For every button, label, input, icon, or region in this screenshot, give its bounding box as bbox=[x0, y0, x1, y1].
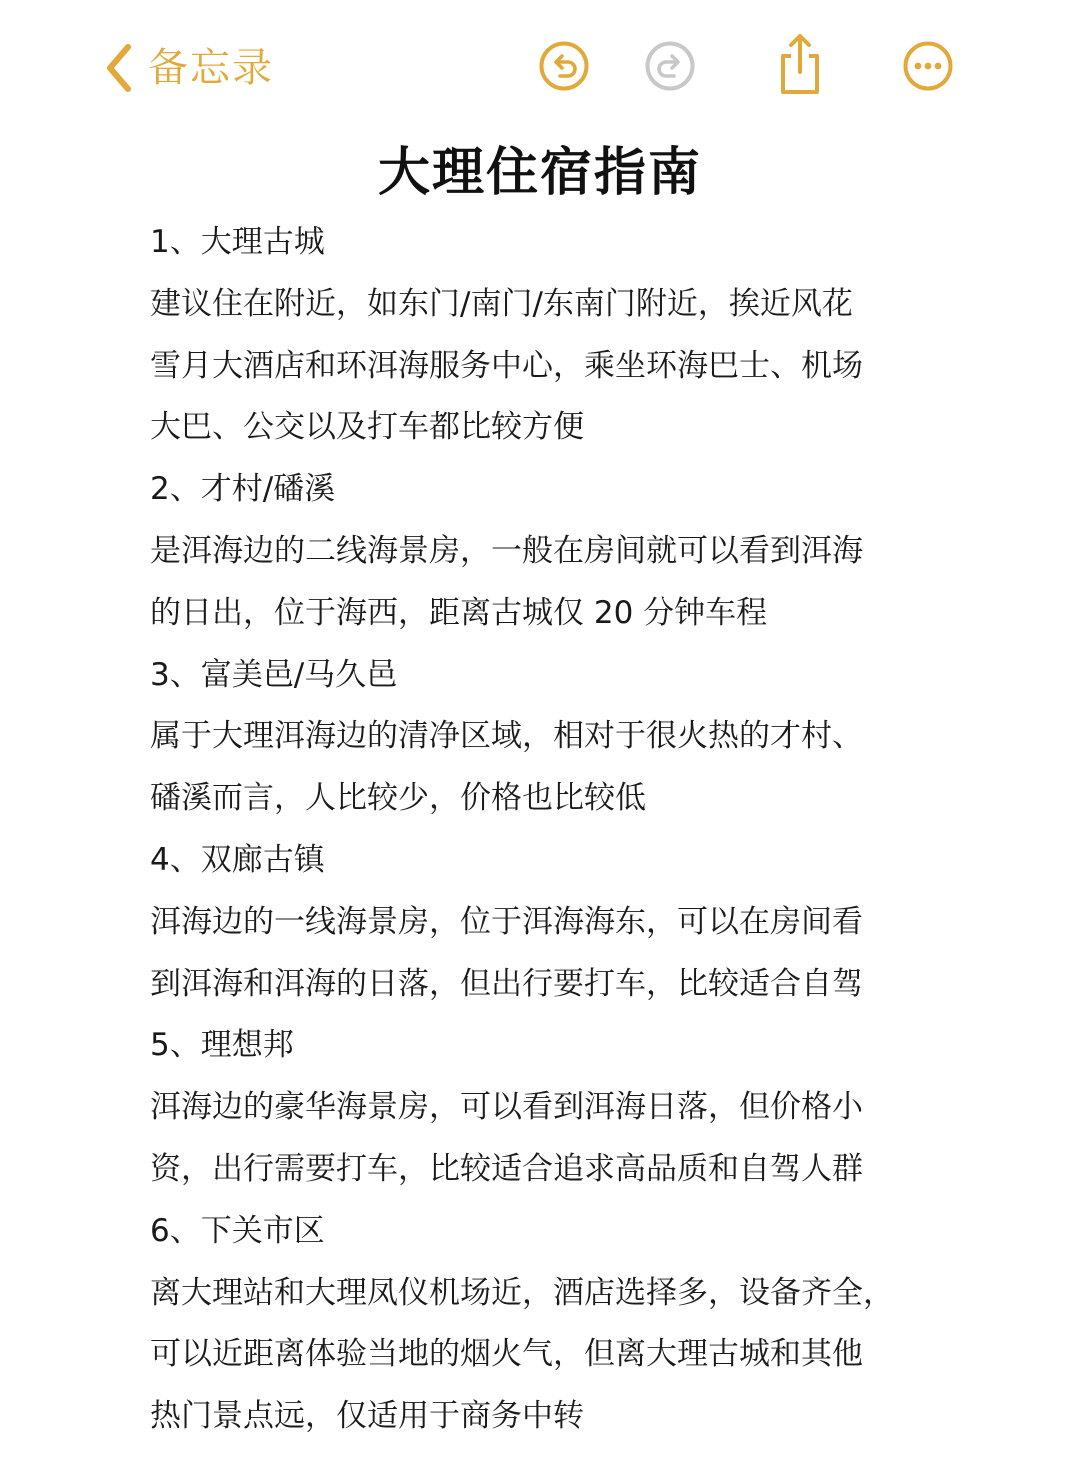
body-line: 是洱海边的二线海景房，一般在房间就可以看到洱海 bbox=[150, 532, 863, 569]
body-line: 建议住在附近，如东门/南门/东南门附近，挨近风花 bbox=[150, 285, 853, 322]
more-button[interactable] bbox=[902, 40, 954, 92]
section-heading: 4、双廊古镇 bbox=[150, 841, 325, 878]
body-line: 洱海边的一线海景房，位于洱海海东，可以在房间看 bbox=[150, 903, 863, 940]
undo-button[interactable] bbox=[538, 40, 590, 92]
back-label: 备忘录 bbox=[148, 45, 274, 91]
note-title: 大理住宿指南 bbox=[377, 143, 702, 203]
body-line: 可以近距离体验当地的烟火气，但离大理古城和其他 bbox=[150, 1336, 863, 1373]
body-line: 资，出行需要打车，比较适合追求高品质和自驾人群 bbox=[150, 1150, 863, 1187]
body-line: 磻溪而言，人比较少，价格也比较低 bbox=[150, 780, 646, 817]
share-button[interactable] bbox=[774, 32, 826, 96]
section-heading: 6、下关市区 bbox=[150, 1212, 325, 1249]
note-body[interactable] bbox=[150, 212, 920, 1448]
body-line: 的日出，位于海西，距离古城仅 20 分钟车程 bbox=[150, 594, 768, 631]
body-line: 到洱海和洱海的日落，但出行要打车，比较适合自驾 bbox=[150, 965, 863, 1002]
section-heading: 1、大理古城 bbox=[150, 224, 325, 260]
undo-icon bbox=[538, 40, 590, 92]
share-icon bbox=[774, 32, 826, 96]
more-icon bbox=[902, 40, 954, 92]
back-button[interactable] bbox=[104, 38, 274, 98]
chevron-left-icon bbox=[104, 43, 134, 93]
redo-icon bbox=[644, 40, 696, 92]
section-heading: 3、富美邑/马久邑 bbox=[150, 656, 398, 693]
body-line: 离大理站和大理凤仪机场近，酒店选择多，设备齐全， bbox=[150, 1274, 894, 1311]
section-heading: 5、理想邦 bbox=[150, 1027, 294, 1064]
body-line: 热门景点远，仅适用于商务中转 bbox=[150, 1398, 584, 1435]
navigation-bar bbox=[0, 0, 1080, 130]
body-line: 洱海边的豪华海景房，可以看到洱海日落，但价格小 bbox=[150, 1089, 863, 1126]
body-line: 属于大理洱海边的清净区域，相对于很火热的才村、 bbox=[150, 718, 863, 755]
body-line: 雪月大酒店和环洱海服务中心，乘坐环海巴士、机场 bbox=[150, 347, 863, 384]
section-heading: 2、才村/磻溪 bbox=[150, 471, 336, 508]
redo-button[interactable] bbox=[644, 40, 696, 92]
body-line: 大巴、公交以及打车都比较方便 bbox=[150, 409, 584, 446]
